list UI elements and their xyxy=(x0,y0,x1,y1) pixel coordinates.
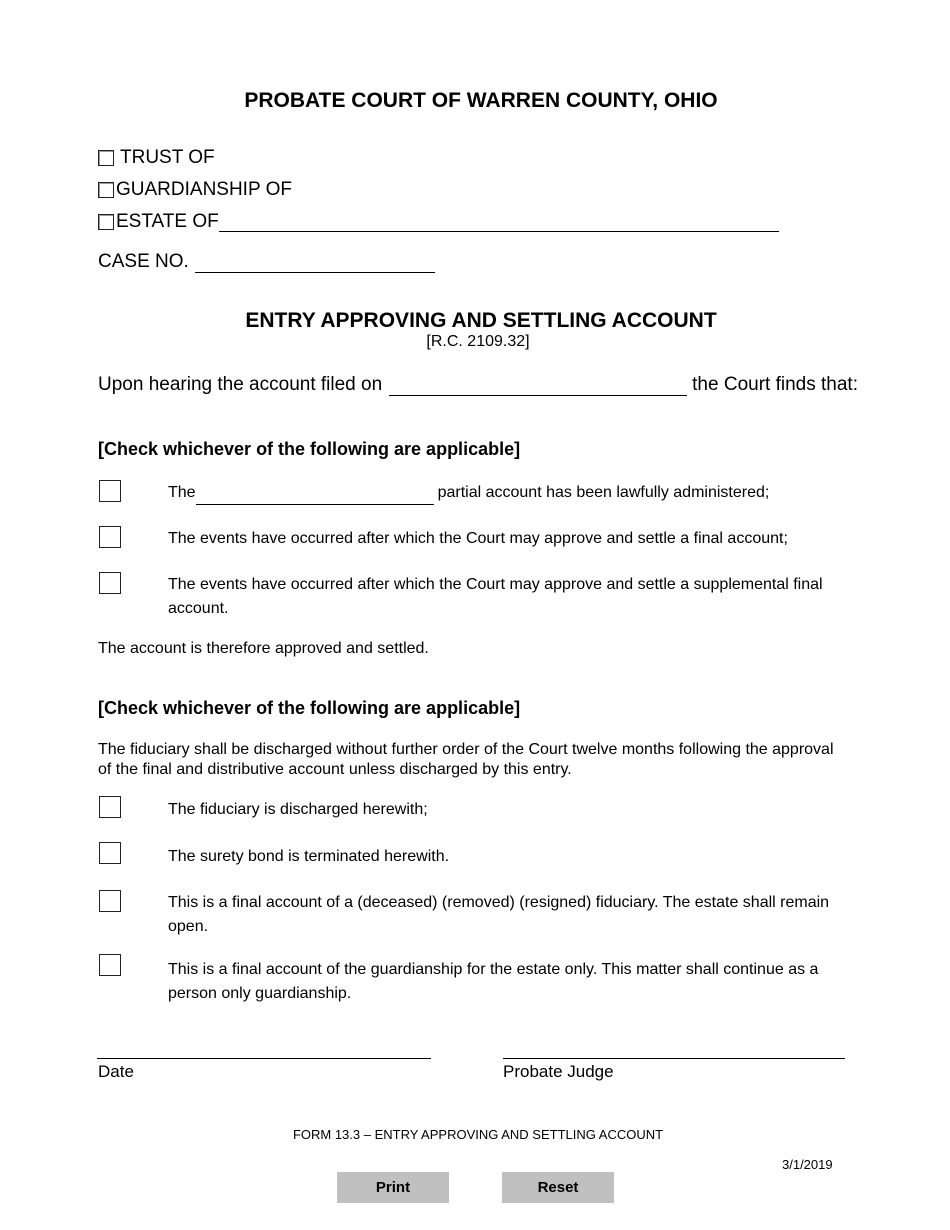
approval-statement: The account is therefore approved and settled. xyxy=(98,640,429,657)
date-label: Date xyxy=(98,1062,134,1081)
section2-heading: [Check whichever of the following are applicable] xyxy=(98,698,521,718)
guardianship-estate-only-text: This is a final account of the guardianship for the estate only. This matter shall continue as a person only guardianship. xyxy=(168,961,819,1002)
judge-signature-line[interactable] xyxy=(503,1058,845,1059)
print-button[interactable]: Print xyxy=(337,1172,449,1203)
reset-button[interactable]: Reset xyxy=(502,1172,614,1203)
fiduciary-discharged-checkbox[interactable] xyxy=(99,796,121,818)
trust-of-label: TRUST OF xyxy=(120,147,215,168)
fiduciary-discharged-text: The fiduciary is discharged herewith; xyxy=(168,801,428,818)
section1-heading: [Check whichever of the following are applicable] xyxy=(98,439,521,459)
supplemental-final-account-checkbox[interactable] xyxy=(99,572,121,594)
estate-of-label: ESTATE OF xyxy=(116,211,219,232)
partial-account-suffix: partial account has been lawfully administered; xyxy=(437,484,770,501)
fiduciary-final-account-checkbox[interactable] xyxy=(99,890,121,912)
probate-judge-label: Probate Judge xyxy=(503,1062,614,1081)
guardianship-of-label: GUARDIANSHIP OF xyxy=(116,179,292,200)
estate-of-checkbox[interactable] xyxy=(98,214,114,230)
surety-bond-terminated-text: The surety bond is terminated herewith. xyxy=(168,848,450,865)
trust-of-row xyxy=(98,147,215,169)
guardianship-estate-only-checkbox[interactable] xyxy=(99,954,121,976)
partial-account-text xyxy=(168,481,868,505)
surety-bond-terminated-checkbox[interactable] xyxy=(99,842,121,864)
case-number-label: CASE NO. xyxy=(98,251,189,272)
court-title: PROBATE COURT OF WARREN COUNTY, OHIO xyxy=(244,89,718,112)
statute-reference: [R.C. 2109.32] xyxy=(426,333,530,350)
case-number-field[interactable] xyxy=(195,254,435,273)
account-filed-date-field[interactable] xyxy=(389,377,687,396)
form-identifier: FORM 13.3 – ENTRY APPROVING AND SETTLING ACCOUNT xyxy=(292,1127,664,1142)
case-number-row xyxy=(98,251,435,273)
discharge-intro: The fiduciary shall be discharged without further order of the Court twelve months following the approval of the final and distributive account unless discharged by this entry. xyxy=(98,741,834,778)
hearing-prefix: Upon hearing the account filed on xyxy=(98,374,383,395)
final-account-checkbox[interactable] xyxy=(99,526,121,548)
estate-name-field[interactable] xyxy=(219,213,779,232)
date-signature-line[interactable] xyxy=(97,1058,431,1059)
partial-account-prefix: The xyxy=(168,484,196,501)
supplemental-final-account-text: The events have occurred after which the Court may approve and settle a supplemental final account. xyxy=(168,576,823,617)
fiduciary-final-account-text: This is a final account of a (deceased) (removed) (resigned) fiduciary. The estate shall remain open. xyxy=(168,894,830,935)
partial-account-ordinal-field[interactable] xyxy=(196,486,434,505)
guardianship-of-checkbox[interactable] xyxy=(98,182,114,198)
estate-of-row xyxy=(98,211,779,233)
guardianship-of-row xyxy=(98,179,292,201)
hearing-suffix: the Court finds that: xyxy=(692,374,858,395)
partial-account-checkbox[interactable] xyxy=(99,480,121,502)
hearing-row xyxy=(98,374,858,396)
final-account-text: The events have occurred after which the Court may approve and settle a final account; xyxy=(168,530,788,547)
revision-date: 3/1/2019 xyxy=(782,1157,833,1172)
entry-title: ENTRY APPROVING AND SETTLING ACCOUNT xyxy=(245,309,717,332)
trust-of-checkbox[interactable] xyxy=(98,150,114,166)
